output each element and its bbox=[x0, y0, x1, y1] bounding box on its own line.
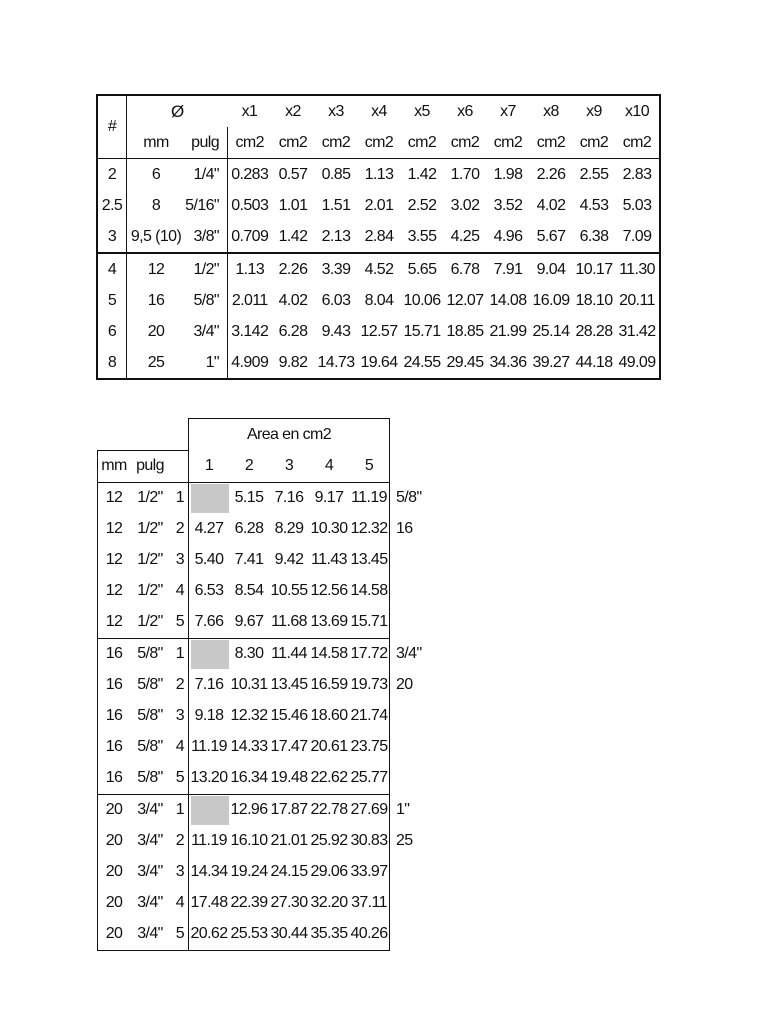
area-sum-cell: 17.87 bbox=[269, 794, 309, 826]
table2-row bbox=[98, 576, 437, 607]
side-note-cell bbox=[390, 701, 437, 732]
bar-number-cell: 2 bbox=[97, 159, 127, 191]
area-sum-cell: 27.69 bbox=[349, 794, 390, 826]
pulg-cell: 5/8" bbox=[137, 707, 163, 724]
table1-group bbox=[97, 159, 660, 254]
multiplier-header: x9 bbox=[586, 102, 602, 120]
area-value-cell: 14.73 bbox=[317, 353, 355, 371]
mm-cell: 20 bbox=[98, 794, 131, 826]
pulg-cell: 3/4" bbox=[185, 316, 228, 347]
mm-cell: 12 bbox=[127, 253, 186, 285]
pulg-cell: 3/4" bbox=[137, 832, 163, 849]
area-sum-cell: 32.20 bbox=[310, 894, 348, 911]
pulg-cell: 1" bbox=[185, 347, 228, 379]
pulg-cell: 1/2" bbox=[137, 551, 163, 568]
area-value-cell: 3.52 bbox=[493, 196, 523, 214]
area-sum-cell: 30.44 bbox=[269, 919, 309, 951]
area-value-cell: 1.70 bbox=[444, 159, 487, 191]
bar-number-cell: 5 bbox=[97, 285, 127, 316]
area-sum-cell: 20.62 bbox=[189, 919, 230, 951]
table2-row bbox=[98, 919, 437, 951]
mm-cell: 20 bbox=[98, 888, 131, 919]
area-value-cell: 0.57 bbox=[272, 159, 315, 191]
area-sum-cell: 8.30 bbox=[229, 638, 269, 670]
area-value-cell: 34.36 bbox=[489, 353, 527, 371]
mm-cell: 16 bbox=[147, 291, 165, 309]
mm-cell: 9,5 (10) bbox=[130, 227, 182, 245]
area-sum-cell: 16.10 bbox=[230, 832, 268, 849]
pulg-cell: 5/8" bbox=[185, 285, 228, 316]
mm-cell: 12 bbox=[98, 514, 131, 545]
area-value-cell: 2.01 bbox=[364, 196, 394, 214]
col-header: 1 bbox=[204, 456, 214, 474]
table1-header-row-1 bbox=[97, 95, 660, 127]
area-value-cell: 24.55 bbox=[403, 353, 441, 371]
count-cell: 4 bbox=[170, 576, 189, 607]
count-cell: 4 bbox=[170, 732, 189, 763]
mm-cell: 8 bbox=[151, 196, 161, 214]
area-value-cell: 2.84 bbox=[364, 227, 394, 245]
table1-group bbox=[97, 253, 660, 379]
pulg-cell: 1/2" bbox=[130, 607, 170, 639]
mm-cell: 20 bbox=[98, 857, 131, 888]
table2-row bbox=[98, 514, 437, 545]
multiplier-header: x4 bbox=[371, 102, 387, 120]
area-value-cell: 5.67 bbox=[536, 227, 566, 245]
gray-fill bbox=[191, 796, 229, 825]
area-value-cell: 3.39 bbox=[315, 253, 358, 285]
multiplier-header: x10 bbox=[616, 95, 660, 127]
gray-fill bbox=[191, 484, 229, 513]
count-cell: 5 bbox=[170, 607, 189, 639]
blank-gray-cell bbox=[189, 482, 230, 514]
pulg-cell: 1/2" bbox=[185, 253, 228, 285]
count-cell: 3 bbox=[170, 701, 189, 732]
table2-row bbox=[98, 857, 437, 888]
mm-cell: 16 bbox=[98, 670, 131, 701]
table1-row bbox=[97, 159, 660, 191]
area-sum-cell: 5.40 bbox=[194, 551, 224, 568]
area-sum-cell: 12.32 bbox=[230, 707, 268, 724]
area-value-cell: 2.52 bbox=[407, 196, 437, 214]
area-sum-cell: 25.53 bbox=[229, 919, 269, 951]
mm-cell: 12 bbox=[98, 482, 131, 514]
area-sum-cell: 27.30 bbox=[270, 894, 308, 911]
area-value-cell: 2.26 bbox=[272, 253, 315, 285]
bar-number-cell: 6 bbox=[97, 316, 127, 347]
area-sum-cell: 12.56 bbox=[310, 582, 348, 599]
area-value-cell: 10.17 bbox=[573, 253, 616, 285]
area-sum-cell: 7.66 bbox=[189, 607, 230, 639]
area-value-cell: 2.011 bbox=[231, 291, 268, 309]
area-sum-cell: 9.42 bbox=[274, 551, 304, 568]
area-sum-cell: 25.92 bbox=[310, 832, 348, 849]
area-value-cell: 10.06 bbox=[403, 291, 441, 309]
area-value-cell: 0.283 bbox=[228, 159, 272, 191]
area-sum-cell: 13.45 bbox=[270, 676, 308, 693]
area-value-cell: 1.01 bbox=[278, 196, 308, 214]
pulg-cell: 1/2" bbox=[137, 582, 163, 599]
area-sum-cell: 35.35 bbox=[309, 919, 349, 951]
area-value-cell: 9.04 bbox=[530, 253, 573, 285]
area-sum-cell: 17.72 bbox=[349, 638, 390, 670]
table2-group bbox=[98, 794, 437, 950]
area-sum-cell: 20.61 bbox=[310, 738, 348, 755]
hash-header: # bbox=[97, 95, 127, 159]
area-value-cell: 28.28 bbox=[575, 322, 613, 340]
pulg-cell: 5/8" bbox=[137, 676, 163, 693]
pulg-header: pulg bbox=[130, 450, 170, 482]
bar-number-cell: 8 bbox=[97, 347, 127, 379]
area-value-cell: 4.02 bbox=[536, 196, 566, 214]
table2-row bbox=[98, 482, 437, 514]
area-value-cell: 20.11 bbox=[616, 285, 660, 316]
area-value-cell: 19.64 bbox=[360, 353, 398, 371]
table1-row bbox=[97, 190, 660, 221]
area-value-cell: 7.91 bbox=[487, 253, 530, 285]
pulg-cell: 3/4" bbox=[137, 863, 163, 880]
area-value-cell: 4.53 bbox=[579, 196, 609, 214]
area-value-cell: 12.57 bbox=[360, 322, 398, 340]
col-header: 2 bbox=[244, 456, 254, 474]
area-value-cell: 2.26 bbox=[530, 159, 573, 191]
area-value-cell: 21.99 bbox=[489, 322, 527, 340]
area-sum-cell: 16.59 bbox=[310, 676, 348, 693]
pulg-cell: 3/8" bbox=[185, 221, 228, 253]
area-sum-cell: 6.53 bbox=[194, 582, 224, 599]
area-sum-cell: 22.39 bbox=[230, 894, 268, 911]
area-value-cell: 1.42 bbox=[278, 227, 308, 245]
count-cell: 1 bbox=[170, 794, 189, 826]
area-value-cell: 31.42 bbox=[616, 316, 660, 347]
side-note-cell: 1" bbox=[396, 800, 410, 818]
area-sum-cell: 15.71 bbox=[349, 607, 390, 639]
side-note-cell: 25 bbox=[396, 832, 413, 849]
area-value-cell: 8.04 bbox=[364, 291, 394, 309]
area-sum-cell: 22.78 bbox=[309, 794, 349, 826]
area-sum-cell: 37.11 bbox=[349, 888, 390, 919]
unit-header: cm2 bbox=[278, 133, 308, 151]
table2-group bbox=[98, 638, 437, 794]
unit-header: cm2 bbox=[536, 133, 566, 151]
bar-number-cell: 4 bbox=[97, 253, 127, 285]
area-sum-cell: 13.69 bbox=[309, 607, 349, 639]
table2-row bbox=[98, 888, 437, 919]
diameter-header: Ø bbox=[170, 101, 184, 121]
mm-cell: 12 bbox=[98, 545, 131, 576]
mm-cell: 20 bbox=[147, 322, 165, 340]
area-sum-cell: 19.24 bbox=[230, 863, 268, 880]
area-sum-cell: 7.16 bbox=[269, 482, 309, 514]
area-value-cell: 14.08 bbox=[489, 291, 527, 309]
area-value-cell: 1.13 bbox=[228, 253, 272, 285]
area-value-cell: 3.02 bbox=[450, 196, 480, 214]
count-cell: 5 bbox=[170, 763, 189, 795]
table1-row bbox=[97, 285, 660, 316]
area-sum-cell: 29.06 bbox=[310, 863, 348, 880]
area-value-cell: 4.909 bbox=[231, 353, 269, 371]
col-header: 5 bbox=[349, 450, 390, 482]
table2-row bbox=[98, 763, 437, 795]
area-value-cell: 1.42 bbox=[401, 159, 444, 191]
unit-header: cm2 bbox=[407, 133, 437, 151]
area-value-cell: 9.82 bbox=[278, 353, 308, 371]
area-value-cell: 6.38 bbox=[579, 227, 609, 245]
area-sum-cell: 14.33 bbox=[230, 738, 268, 755]
pulg-cell: 5/8" bbox=[130, 638, 170, 670]
area-value-cell: 5.03 bbox=[616, 190, 660, 221]
pulg-cell: 3/4" bbox=[130, 794, 170, 826]
area-sum-cell: 9.17 bbox=[309, 482, 349, 514]
area-sum-cell: 18.60 bbox=[310, 707, 348, 724]
mm-cell: 16 bbox=[98, 763, 131, 795]
table1-row bbox=[97, 347, 660, 379]
pulg-header: pulg bbox=[185, 127, 228, 159]
area-sum-cell: 7.41 bbox=[234, 551, 264, 568]
area-sum-cell: 21.01 bbox=[270, 832, 308, 849]
area-value-cell: 25.14 bbox=[532, 322, 570, 340]
pulg-cell: 3/4" bbox=[130, 919, 170, 951]
area-sum-cell: 23.75 bbox=[349, 732, 390, 763]
area-sum-cell: 8.29 bbox=[274, 520, 304, 537]
unit-header: cm2 bbox=[321, 133, 351, 151]
count-cell: 5 bbox=[170, 919, 189, 951]
area-value-cell: 18.85 bbox=[446, 322, 484, 340]
area-value-cell: 4.52 bbox=[358, 253, 401, 285]
area-value-cell: 29.45 bbox=[446, 353, 484, 371]
area-sum-cell: 25.77 bbox=[349, 763, 390, 795]
area-value-cell: 2.13 bbox=[321, 227, 351, 245]
side-note-cell: 20 bbox=[396, 676, 413, 693]
count-cell: 2 bbox=[170, 826, 189, 857]
area-combination-table bbox=[97, 418, 437, 951]
mm-cell: 16 bbox=[98, 701, 131, 732]
count-cell: 1 bbox=[170, 638, 189, 670]
area-value-cell: 2.55 bbox=[573, 159, 616, 191]
mm-cell: 20 bbox=[98, 826, 131, 857]
area-value-cell: 6.78 bbox=[444, 253, 487, 285]
area-title: Area en cm2 bbox=[189, 419, 390, 451]
table1-row bbox=[97, 316, 660, 347]
pulg-cell: 5/8" bbox=[137, 738, 163, 755]
area-sum-cell: 7.16 bbox=[194, 676, 224, 693]
area-sum-cell: 6.28 bbox=[234, 520, 264, 537]
side-note-cell bbox=[390, 888, 437, 919]
area-sum-cell: 10.55 bbox=[270, 582, 308, 599]
count-cell: 3 bbox=[170, 545, 189, 576]
area-sum-cell: 9.18 bbox=[194, 707, 224, 724]
multiplier-header: x6 bbox=[457, 102, 473, 120]
area-value-cell: 12.07 bbox=[446, 291, 484, 309]
unit-header: cm2 bbox=[364, 133, 394, 151]
area-value-cell: 44.18 bbox=[575, 353, 613, 371]
area-sum-cell: 11.19 bbox=[191, 738, 227, 755]
area-sum-cell: 10.30 bbox=[310, 520, 348, 537]
count-cell: 4 bbox=[170, 888, 189, 919]
mm-header: mm bbox=[98, 450, 131, 482]
multiplier-header: x5 bbox=[414, 102, 430, 120]
area-sum-cell: 33.97 bbox=[349, 857, 390, 888]
mm-cell: 12 bbox=[98, 576, 131, 607]
side-note-cell bbox=[390, 857, 437, 888]
unit-header: cm2 bbox=[450, 133, 480, 151]
side-note-cell: 3/4" bbox=[396, 644, 422, 662]
blank-gray-cell bbox=[189, 638, 230, 670]
area-sum-cell: 8.54 bbox=[234, 582, 264, 599]
area-sum-cell: 19.48 bbox=[269, 763, 309, 795]
table2-row bbox=[98, 701, 437, 732]
area-sum-cell: 21.74 bbox=[349, 701, 390, 732]
gray-fill bbox=[191, 640, 229, 669]
area-sum-cell: 22.62 bbox=[309, 763, 349, 795]
area-value-cell: 1.13 bbox=[358, 159, 401, 191]
area-value-cell: 4.25 bbox=[450, 227, 480, 245]
side-note-cell bbox=[390, 576, 437, 607]
side-note-cell bbox=[390, 763, 437, 795]
area-value-cell: 3.142 bbox=[231, 322, 269, 340]
side-note-cell: 5/8" bbox=[396, 488, 422, 506]
table2-row bbox=[98, 732, 437, 763]
area-value-cell: 4.02 bbox=[278, 291, 308, 309]
col-header: 4 bbox=[324, 456, 334, 474]
pulg-cell: 5/16" bbox=[185, 190, 228, 221]
table2-title-row bbox=[98, 419, 437, 451]
area-sum-cell: 11.19 bbox=[191, 832, 227, 849]
area-value-cell: 0.503 bbox=[231, 196, 269, 214]
area-sum-cell: 14.58 bbox=[349, 576, 390, 607]
area-value-cell: 11.30 bbox=[616, 253, 660, 285]
mm-cell: 20 bbox=[98, 919, 131, 951]
area-value-cell: 0.85 bbox=[315, 159, 358, 191]
side-note-cell: 16 bbox=[396, 520, 413, 537]
rebar-area-table bbox=[96, 94, 661, 380]
area-sum-cell: 10.31 bbox=[230, 676, 268, 693]
area-value-cell: 16.09 bbox=[532, 291, 570, 309]
multiplier-header: x7 bbox=[500, 102, 516, 120]
area-sum-cell: 16.34 bbox=[229, 763, 269, 795]
area-sum-cell: 14.34 bbox=[190, 863, 228, 880]
unit-header: cm2 bbox=[235, 133, 264, 151]
unit-header: cm2 bbox=[579, 133, 609, 151]
table1-row bbox=[97, 221, 660, 253]
table2-header bbox=[98, 419, 437, 483]
area-sum-cell: 19.73 bbox=[349, 670, 390, 701]
pulg-cell: 1/2" bbox=[130, 482, 170, 514]
bar-number-cell: 2.5 bbox=[97, 190, 127, 221]
bar-number-cell: 3 bbox=[97, 221, 127, 253]
area-sum-cell: 40.26 bbox=[349, 919, 390, 951]
area-value-cell: 15.71 bbox=[403, 322, 441, 340]
area-value-cell: 1.98 bbox=[487, 159, 530, 191]
area-sum-cell: 13.20 bbox=[189, 763, 230, 795]
pulg-cell: 1/2" bbox=[137, 520, 163, 537]
table2-group bbox=[98, 482, 437, 638]
count-cell: 2 bbox=[170, 670, 189, 701]
area-sum-cell: 17.48 bbox=[190, 894, 228, 911]
table2-row bbox=[98, 545, 437, 576]
col-header: 3 bbox=[284, 456, 294, 474]
area-sum-cell: 24.15 bbox=[270, 863, 308, 880]
area-sum-cell: 12.96 bbox=[229, 794, 269, 826]
mm-cell: 16 bbox=[98, 732, 131, 763]
mm-cell: 12 bbox=[98, 607, 131, 639]
pulg-cell: 3/4" bbox=[137, 894, 163, 911]
mm-header: mm bbox=[143, 133, 169, 151]
area-sum-cell: 4.27 bbox=[194, 520, 224, 537]
area-sum-cell: 11.44 bbox=[269, 638, 309, 670]
side-note-cell bbox=[390, 732, 437, 763]
pulg-cell: 5/8" bbox=[130, 763, 170, 795]
table2-row bbox=[98, 826, 437, 857]
count-cell: 1 bbox=[170, 482, 189, 514]
area-sum-cell: 17.47 bbox=[270, 738, 308, 755]
count-cell: 3 bbox=[170, 857, 189, 888]
table2-row bbox=[98, 670, 437, 701]
area-value-cell: 6.03 bbox=[321, 291, 351, 309]
area-value-cell: 18.10 bbox=[575, 291, 613, 309]
unit-header: cm2 bbox=[493, 133, 523, 151]
area-value-cell: 2.83 bbox=[616, 159, 660, 191]
area-value-cell: 0.709 bbox=[231, 227, 269, 245]
area-sum-cell: 14.58 bbox=[309, 638, 349, 670]
table2-row bbox=[98, 794, 437, 826]
pulg-cell: 1/4" bbox=[185, 159, 228, 191]
area-sum-cell: 9.67 bbox=[229, 607, 269, 639]
side-note-cell bbox=[390, 545, 437, 576]
table2-row bbox=[98, 638, 437, 670]
area-sum-cell: 13.45 bbox=[349, 545, 390, 576]
mm-cell: 6 bbox=[127, 159, 186, 191]
multiplier-header: x1 bbox=[241, 102, 258, 120]
multiplier-header: x2 bbox=[285, 102, 301, 120]
mm-cell: 25 bbox=[147, 353, 165, 371]
area-sum-cell: 15.46 bbox=[270, 707, 308, 724]
area-sum-cell: 30.83 bbox=[349, 826, 390, 857]
table2-header-row bbox=[98, 450, 437, 482]
table1-header-row-2 bbox=[97, 127, 660, 159]
area-value-cell: 6.28 bbox=[278, 322, 308, 340]
area-value-cell: 3.55 bbox=[407, 227, 437, 245]
area-value-cell: 39.27 bbox=[532, 353, 570, 371]
area-sum-cell: 11.43 bbox=[311, 551, 347, 568]
area-value-cell: 5.65 bbox=[401, 253, 444, 285]
area-value-cell: 49.09 bbox=[616, 347, 660, 379]
table2-row bbox=[98, 607, 437, 639]
table1-header bbox=[97, 95, 660, 159]
blank-gray-cell bbox=[189, 794, 230, 826]
side-note-cell bbox=[390, 607, 437, 639]
area-sum-cell: 12.32 bbox=[349, 514, 390, 545]
multiplier-header: x8 bbox=[543, 102, 559, 120]
side-note-cell bbox=[390, 919, 437, 951]
area-value-cell: 4.96 bbox=[493, 227, 523, 245]
area-value-cell: 1.51 bbox=[321, 196, 351, 214]
multiplier-header: x3 bbox=[328, 102, 344, 120]
mm-cell: 16 bbox=[98, 638, 131, 670]
count-cell: 2 bbox=[170, 514, 189, 545]
area-sum-cell: 11.19 bbox=[349, 482, 390, 514]
area-value-cell: 7.09 bbox=[616, 221, 660, 253]
area-sum-cell: 11.68 bbox=[269, 607, 309, 639]
unit-header: cm2 bbox=[616, 127, 660, 159]
table1-row bbox=[97, 253, 660, 285]
area-value-cell: 9.43 bbox=[321, 322, 351, 340]
area-sum-cell: 5.15 bbox=[229, 482, 269, 514]
